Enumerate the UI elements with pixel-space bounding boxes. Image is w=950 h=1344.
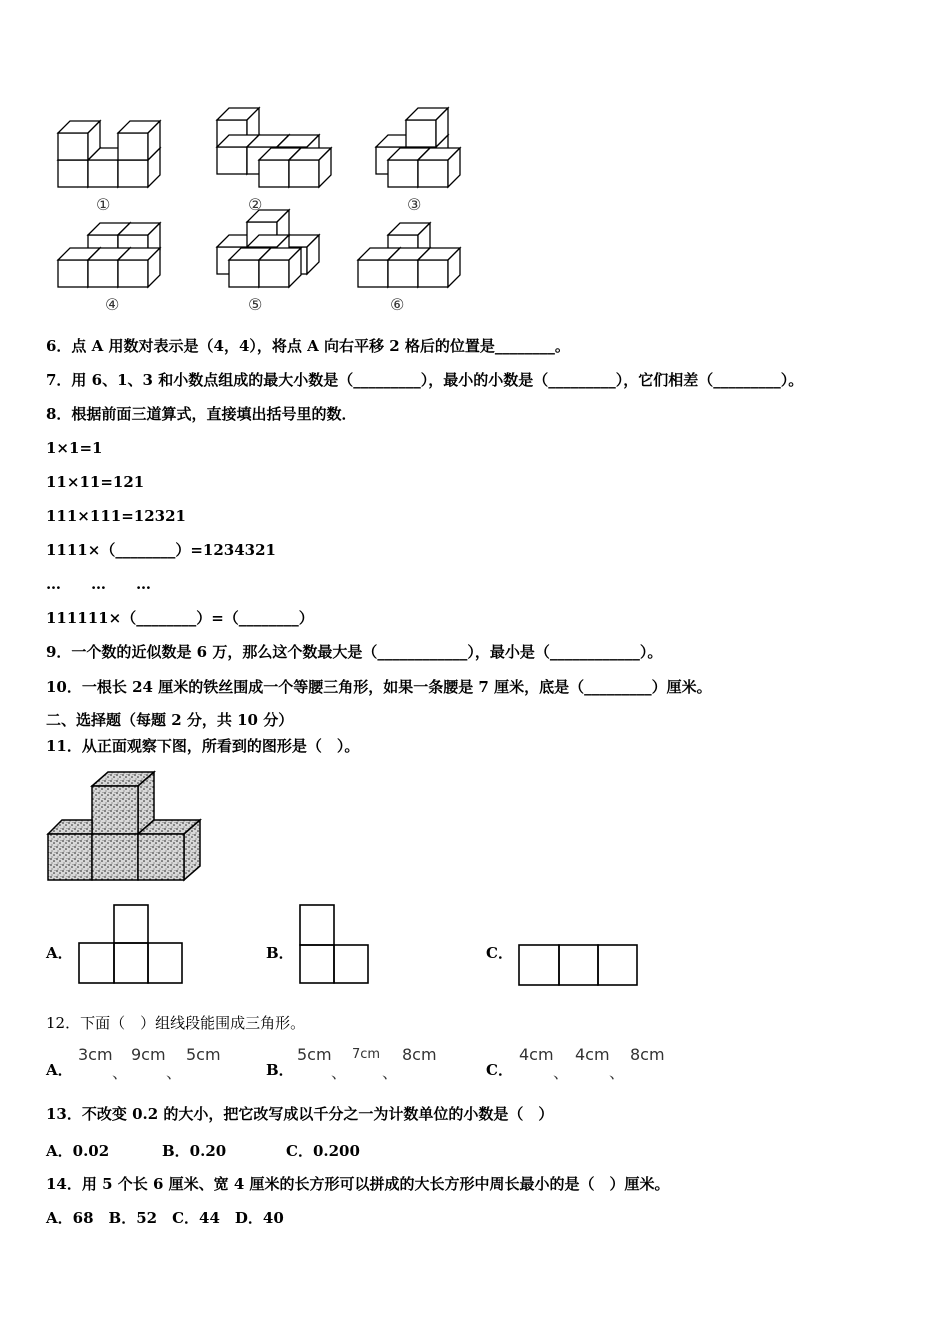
figure-3: [376, 108, 460, 187]
question-11: 11．从正面观察下图，所看到的图形是（ ）。: [46, 737, 360, 755]
figure-label-3: ③: [407, 195, 422, 214]
q8-line-4: 1111×（________）=1234321: [46, 541, 276, 559]
q12-a-len-2: 9cm: [131, 1045, 166, 1064]
figure-label-6: ⑥: [390, 295, 405, 314]
q12-option-c-label[interactable]: C．: [486, 1061, 513, 1079]
q14-options[interactable]: A．68 B．52 C．44 D．40: [46, 1209, 284, 1227]
q12-c-sep-1: 、: [553, 1063, 570, 1082]
q8-line-2: 11×11=121: [46, 473, 145, 491]
q12-option-b-label[interactable]: B．: [266, 1061, 294, 1079]
figure-5: [217, 210, 319, 287]
q8-line-5: … … …: [46, 575, 152, 593]
q12-a-len-1: 3cm: [78, 1045, 113, 1064]
figure-2: [217, 108, 331, 187]
q12-c-len-2: 4cm: [575, 1045, 610, 1064]
question-7: 7．用 6、1、3 和小数点组成的最大小数是（_________），最小的小数是（_________），它们相差（_________）。: [46, 371, 804, 389]
question-8: 8．根据前面三道算式，直接填出括号里的数．: [46, 405, 357, 423]
figure-6: [358, 223, 460, 287]
q11-option-c-shape[interactable]: [516, 942, 642, 988]
figure-label-5: ⑤: [248, 295, 263, 314]
section-2-heading: 二、选择题（每题 2 分，共 10 分）: [46, 711, 294, 729]
q12-a-sep-2: 、: [166, 1063, 183, 1082]
q13-option-c[interactable]: C．0.200: [286, 1142, 360, 1160]
figure-label-2: ②: [248, 195, 263, 214]
question-6: 6．点 A 用数对表示是（4，4），将点 A 向右平移 2 格后的位置是________。: [46, 337, 570, 355]
figure-label-4: ④: [105, 295, 120, 314]
q12-option-a-label[interactable]: A．: [46, 1061, 73, 1079]
question-12: 12．下面（ ）组线段能围成三角形。: [46, 1014, 306, 1032]
q12-b-len-2: 7cm: [352, 1047, 381, 1062]
question-13: 13．不改变 0.2 的大小，把它改写成以千分之一为计数单位的小数是（ ）: [46, 1105, 554, 1123]
q11-option-a-shape[interactable]: [76, 903, 186, 987]
q11-option-a-label[interactable]: A．: [46, 944, 73, 962]
question-14: 14．用 5 个长 6 厘米、宽 4 厘米的长方形可以拼成的大长方形中周长最小的是（ ）厘米。: [46, 1175, 670, 1193]
question-10: 10．一根长 24 厘米的铁丝围成一个等腰三角形，如果一条腰是 7 厘米，底是（_________）厘米。: [46, 678, 712, 696]
figure-label-1: ①: [96, 195, 111, 214]
q12-a-sep-1: 、: [112, 1063, 129, 1082]
q12-c-sep-2: 、: [609, 1063, 626, 1082]
q8-line-6: 111111×（________）=（________）: [46, 609, 314, 627]
q12-c-len-1: 4cm: [519, 1045, 554, 1064]
q12-c-len-3: 8cm: [630, 1045, 665, 1064]
q11-option-c-label[interactable]: C．: [486, 944, 513, 962]
speckled-cubes: [44, 768, 208, 886]
q12-b-sep-1: 、: [331, 1063, 348, 1082]
q11-option-b-shape[interactable]: [297, 903, 371, 987]
q12-b-sep-2: 、: [382, 1063, 399, 1082]
q8-line-3: 111×111=12321: [46, 507, 186, 525]
figure-4: [58, 223, 160, 287]
q8-line-1: 1×1=1: [46, 439, 103, 457]
q13-option-a[interactable]: A．0.02: [46, 1142, 110, 1160]
figure-1: [58, 121, 160, 187]
q12-a-len-3: 5cm: [186, 1045, 221, 1064]
q12-b-len-1: 5cm: [297, 1045, 332, 1064]
q13-option-b[interactable]: B．0.20: [162, 1142, 227, 1160]
q12-b-len-3: 8cm: [402, 1045, 437, 1064]
question-9: 9．一个数的近似数是 6 万，那么这个数最大是（____________），最小是（____________）。: [46, 643, 663, 661]
q11-option-b-label[interactable]: B．: [266, 944, 294, 962]
